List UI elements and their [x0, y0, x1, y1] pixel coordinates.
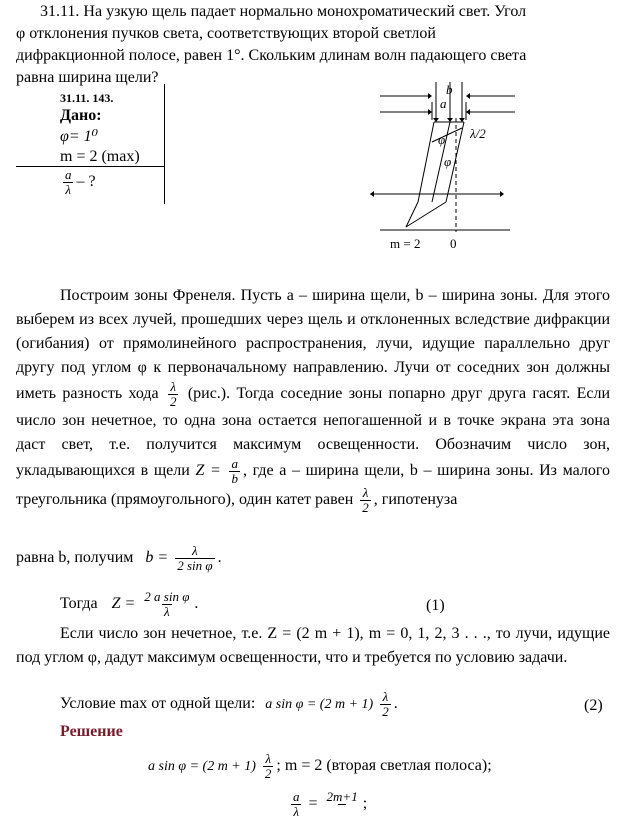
para4-text: малого треугольника (прямоугольного), один катет равен — [16, 462, 611, 509]
last-line: $\frac{a}{\lambda}$ = 2m+1 ; — [293, 789, 368, 819]
solution-heading: Решение — [60, 723, 123, 740]
frac-lambda-2b-num: λ — [362, 485, 369, 500]
problem-line-1 — [40, 2, 526, 22]
condition-line: Условие max от одной щели: a sin φ = (2 m + 1) $\frac{\lambda}{2}$ . — [60, 689, 398, 719]
eq1-number: (1) — [426, 597, 445, 614]
cond-eq: a sin φ = (2 m + 1) — [265, 697, 374, 713]
problem-line-3: дифракционной полосе, равен 1°. Скольким длинам волн падающего света — [16, 47, 527, 64]
frac-sol-num: λ — [265, 751, 271, 766]
para1-text: Построим зоны Френеля. Пусть a – ширина щели, b – ширина зоны. Для этого выберем из всех лучей, прошедших через щель и отклоненных вследствие дифракции (огибания) от прямолинейного распространения, лучи, идущие параллельно друг другу под углом φ к первоначальному направлению. Лучи от соседних зон должны иметь разность хода — [16, 287, 610, 403]
fig-label-phi1: φ — [438, 132, 446, 147]
frac-z2-den: λ — [164, 604, 170, 619]
frac-cond-num: λ — [382, 689, 389, 704]
frac-a-b-num: a — [231, 456, 238, 471]
ask-den: λ — [65, 182, 72, 197]
frac-sol-den: 2 — [264, 766, 272, 781]
fig-label-a: a — [440, 96, 447, 111]
para7-text: Если число зон нечетное, т.е. Z = (2 m + 1), m = 0, 1, 2, 3 . . ., то лучи, идущие под углом φ, дадут максимум освещенности, что и требуется по условию задачи. — [16, 625, 610, 666]
given-m-text: m = 2 (max) — [60, 148, 140, 165]
given-phi: φ= 1⁰ — [60, 128, 99, 145]
solution-line — [148, 752, 492, 781]
frac-last-den: λ — [293, 804, 300, 819]
frac-lambda-2b — [360, 486, 371, 515]
problem-text-1: На узкую щель падает нормально монохроматический свет. Угол — [83, 3, 527, 20]
b-formula-line: равна b, получим b = $\frac{\lambda}{\text{2 sin φ}}$ . — [16, 543, 222, 573]
given-ask-frac — [63, 168, 74, 197]
given-vertical-line — [164, 84, 165, 204]
frac-lambda-2-den: 2 — [169, 394, 177, 409]
para5-text: , гипотенуза — [373, 491, 458, 509]
frac-sol — [263, 752, 274, 781]
problem-number: 31.11. — [40, 3, 80, 20]
problem-line-4: равна ширина щели? — [16, 69, 159, 86]
sol-eq: a sin φ = (2 m + 1) — [148, 759, 256, 775]
diffraction-figure — [370, 82, 520, 252]
paragraph-7 — [16, 622, 610, 670]
sol-tail: ; m = 2 (вторая светлая полоса); — [276, 757, 492, 775]
paragraph-1 — [16, 284, 610, 515]
fig-label-m2: m = 2 — [390, 236, 421, 251]
frac-last-r-den — [338, 804, 345, 819]
z-formula-line: Тогда Z = $\frac{\text{2 a sin φ}}{\lambda}$ . — [60, 589, 199, 619]
eq2-number: (2) — [584, 697, 603, 714]
last-eq: = — [308, 795, 318, 813]
para3-text: , где a – ширина щели, b – ширина зоны. Из — [242, 462, 557, 480]
frac-last-r-num: 2m+1 — [326, 789, 358, 804]
frac-a-b-den: b — [231, 471, 238, 486]
ask-num: a — [65, 167, 72, 182]
then-text: Тогда — [60, 595, 98, 613]
beam-left — [418, 122, 434, 202]
frac-lambda-2b-den: 2 — [362, 500, 369, 515]
frac-b-num: λ — [192, 543, 198, 558]
fig-label-0: 0 — [450, 236, 457, 251]
b-eq: b = — [145, 549, 169, 567]
frac-z2-num: 2 a sin φ — [144, 589, 190, 604]
para6-text: равна b, получим — [16, 549, 134, 567]
frac-b-den: 2 sin φ — [177, 558, 213, 573]
given-m — [60, 147, 140, 167]
para2-text: (рис.). Тогда соседние зоны попарно друг друга гасят. Если число зон нечетное, то одна зона остается непогашенной и в точке экрана эта зона даст свет, т.е. получится максимум освещенности. Обозначим число зон, укладывающихся в щели — [16, 385, 611, 480]
frac-lambda-2-num: λ — [170, 379, 177, 394]
given-divider — [16, 166, 164, 167]
frac-last-r — [325, 790, 360, 819]
fig-label-b: b — [446, 82, 453, 97]
zone-line — [432, 128, 462, 142]
z-eq: Z = — [195, 462, 221, 480]
z2-eq: Z = — [111, 595, 136, 613]
given-ref: 31.11. 143. — [60, 91, 114, 105]
given-title: Дано: — [60, 107, 102, 124]
fig-label-phi2: φ — [444, 154, 452, 169]
cond-text: Условие max от одной щели: — [60, 695, 256, 713]
fig-label-lambda2: λ/2 — [470, 126, 486, 141]
frac-b — [175, 544, 214, 573]
frac-z2 — [142, 590, 191, 619]
frac-cond-den: 2 — [382, 704, 389, 719]
frac-a-b — [229, 457, 240, 486]
problem-line-2: φ отклонения пучков света, соответствующих второй светлой — [16, 25, 436, 42]
frac-last — [291, 790, 302, 819]
frac-lambda-2 — [168, 380, 179, 409]
ask-tail: – ? — [76, 173, 96, 191]
frac-cond — [380, 690, 391, 719]
frac-last-num: a — [293, 789, 300, 804]
given-ask — [60, 168, 96, 197]
